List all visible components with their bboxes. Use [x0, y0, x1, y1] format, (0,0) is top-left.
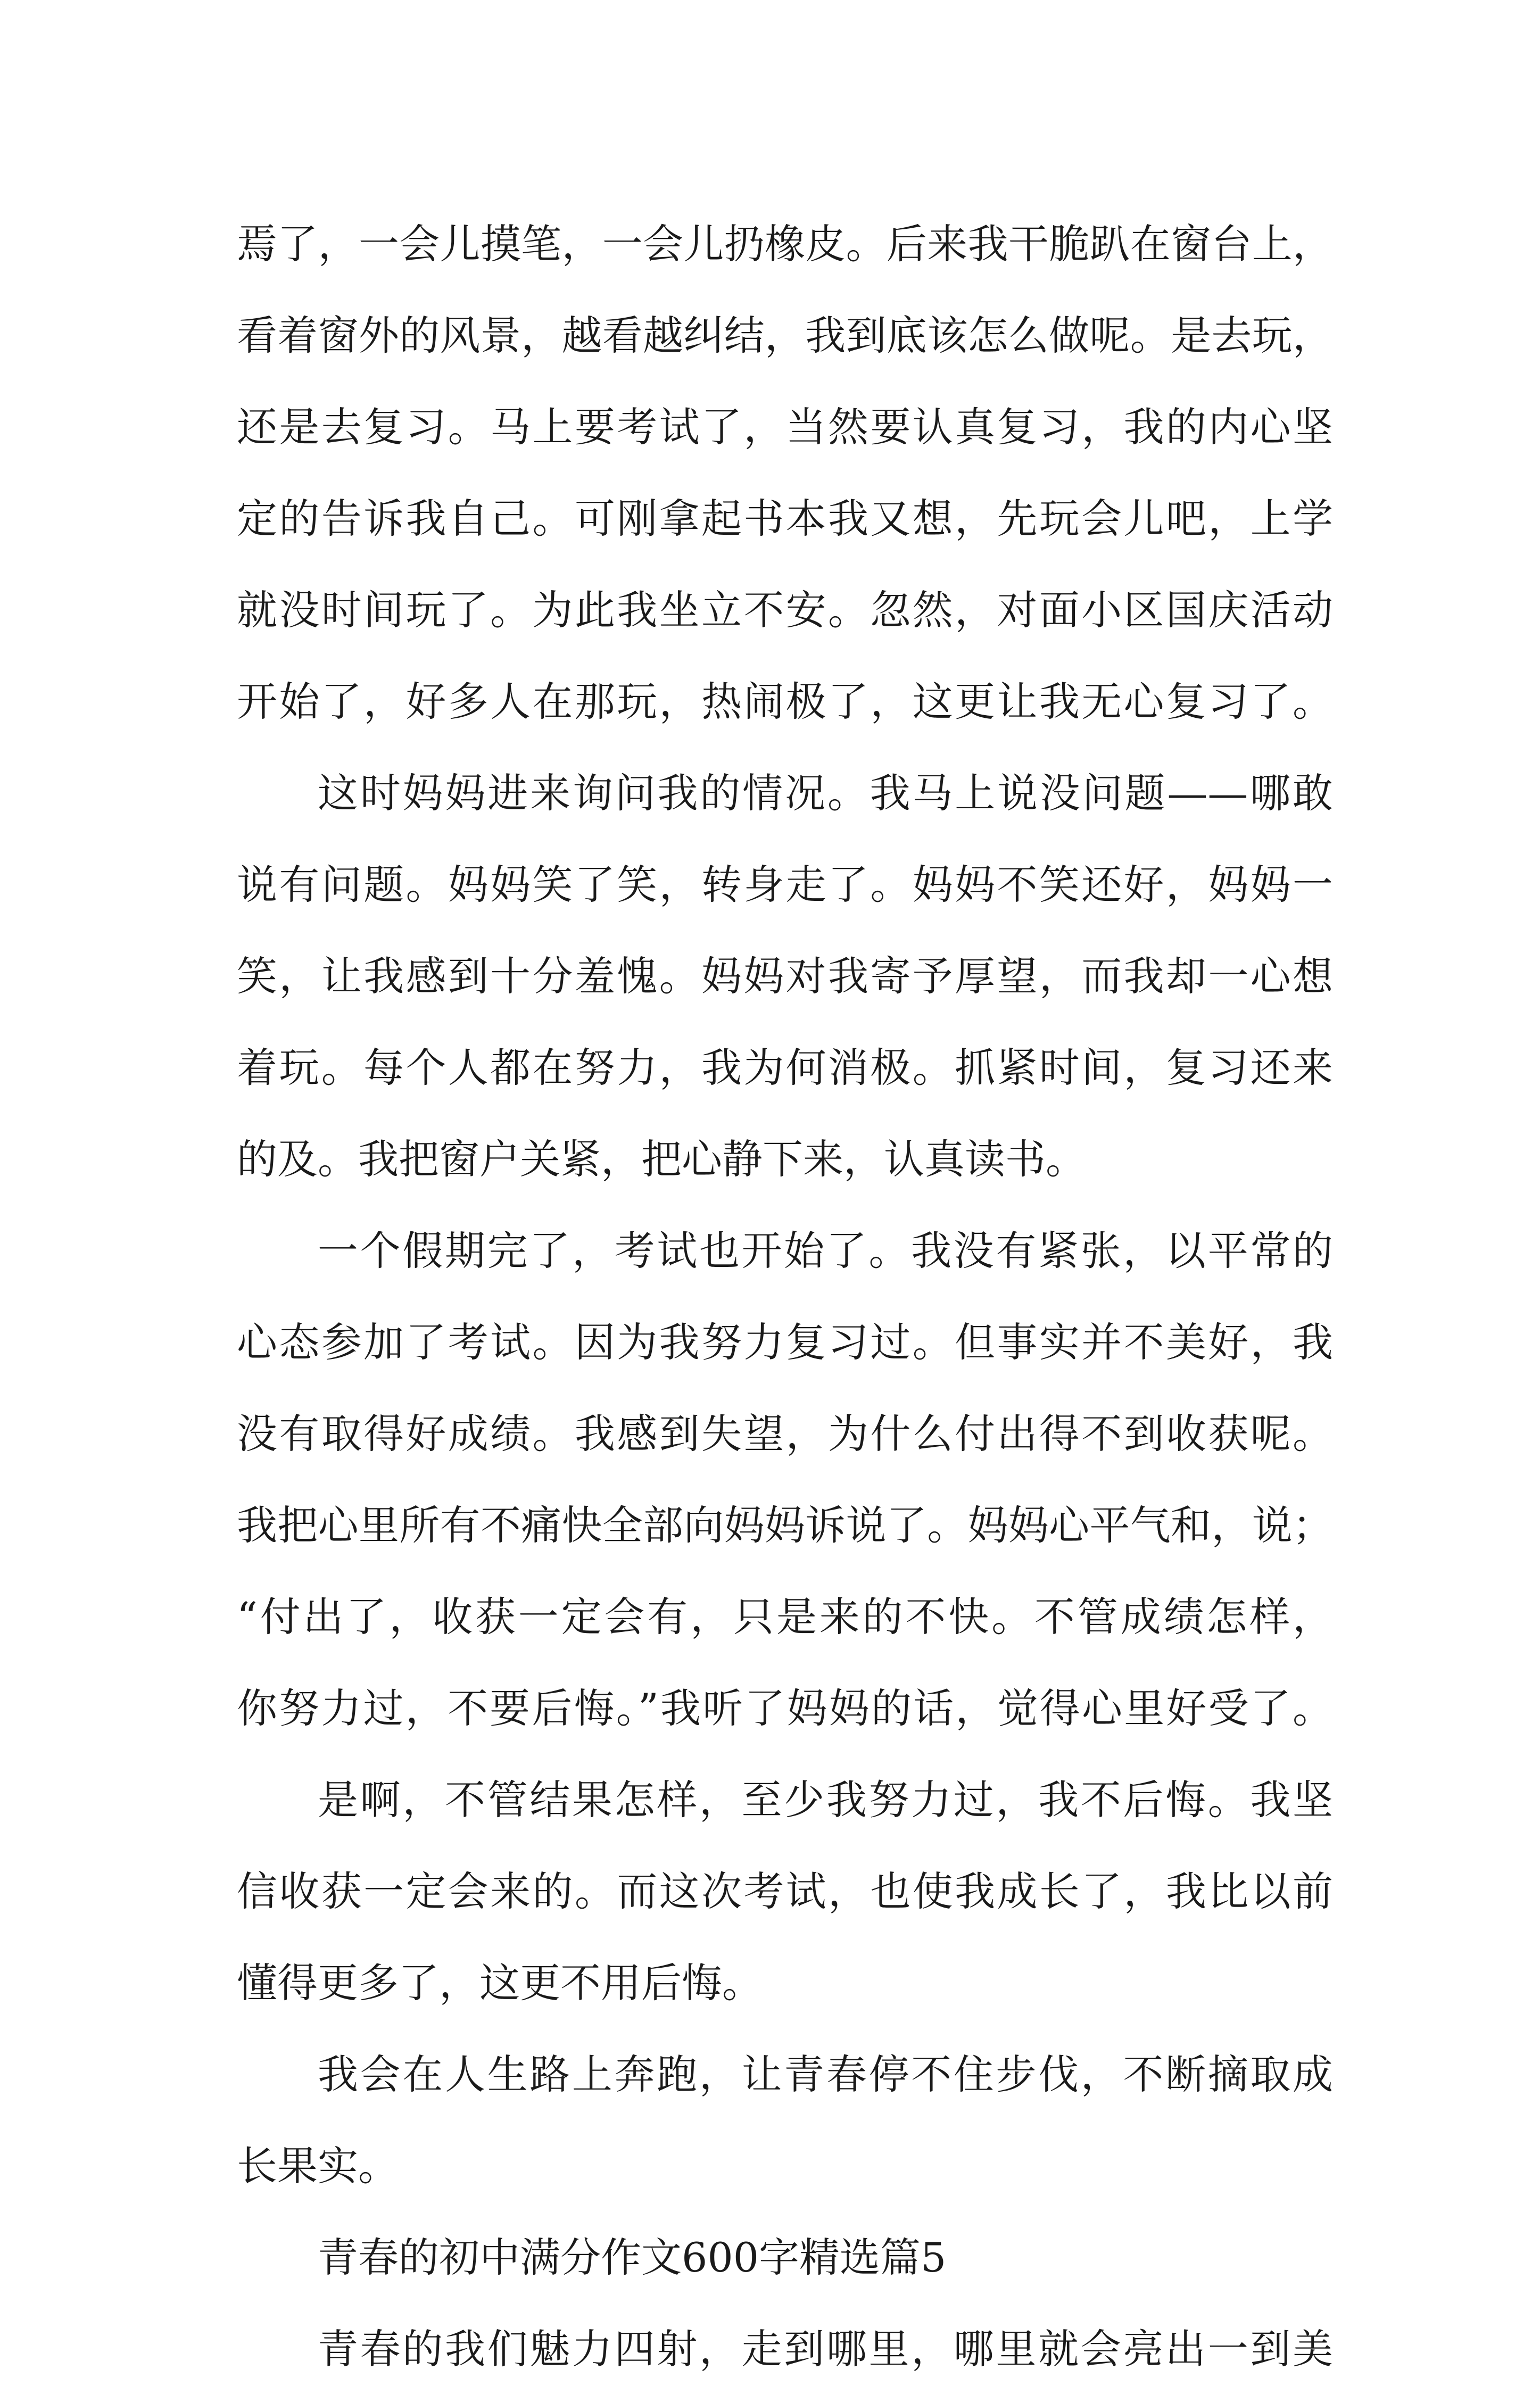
text-line: 青春的我们魅力四射，走到哪里，哪里就会亮出一到美 [318, 2325, 1333, 2373]
document-body [237, 198, 1333, 2395]
text-line: 着玩。每个人都在努力，我为何消极。抓紧时间，复习还来 [237, 1044, 1333, 1091]
text-line: 开始了，好多人在那玩，热闹极了，这更让我无心复习了。 [237, 678, 1333, 725]
text-line: 信收获一定会来的。而这次考试，也使我成长了，我比以前 [237, 1868, 1333, 1915]
text-line: 懂得更多了，这更不用后悔。 [237, 1959, 763, 2007]
text-line: 长果实。 [237, 2142, 399, 2190]
text-line: 说有问题。妈妈笑了笑，转身走了。妈妈不笑还好，妈妈一 [237, 861, 1333, 908]
text-line: 你努力过，不要后悔。”我听了妈妈的话，觉得心里好受了。 [237, 1685, 1333, 1732]
text-line: 这时妈妈进来询问我的情况。我马上说没问题——哪敢 [318, 769, 1333, 817]
text-line: 心态参加了考试。因为我努力复习过。但事实并不美好，我 [237, 1319, 1333, 1366]
text-line: 就没时间玩了。为此我坐立不安。忽然，对面小区国庆活动 [237, 586, 1333, 634]
text-line: 没有取得好成绩。我感到失望，为什么付出得不到收获呢。 [237, 1410, 1333, 1457]
text-line: 我会在人生路上奔跑，让青春停不住步伐，不断摘取成 [318, 2051, 1333, 2098]
text-line: 看着窗外的风景，越看越纠结，我到底该怎么做呢。是去玩， [237, 312, 1333, 359]
text-line: 的及。我把窗户关紧，把心静下来，认真读书。 [237, 1136, 1086, 1183]
text-line: 笑，让我感到十分羞愧。妈妈对我寄予厚望，而我却一心想 [237, 952, 1333, 1000]
text-line: 定的告诉我自己。可刚拿起书本我又想，先玩会儿吧，上学 [237, 495, 1333, 542]
text-line: 我把心里所有不痛快全部向妈妈诉说了。妈妈心平气和，说； [237, 1502, 1333, 1549]
text-line: 是啊，不管结果怎样，至少我努力过，我不后悔。我坚 [318, 1776, 1333, 1824]
text-line: 一个假期完了，考试也开始了。我没有紧张，以平常的 [318, 1227, 1333, 1274]
text-line: 还是去复习。马上要考试了，当然要认真复习，我的内心坚 [237, 403, 1333, 451]
section-heading: 青春的初中满分作文600字精选篇5 [318, 2234, 947, 2281]
text-line: “付出了，收获一定会有，只是来的不快。不管成绩怎样， [237, 1593, 1333, 1640]
text-line: 焉了，一会儿摸笔，一会儿扔橡皮。后来我干脆趴在窗台上， [237, 220, 1333, 268]
